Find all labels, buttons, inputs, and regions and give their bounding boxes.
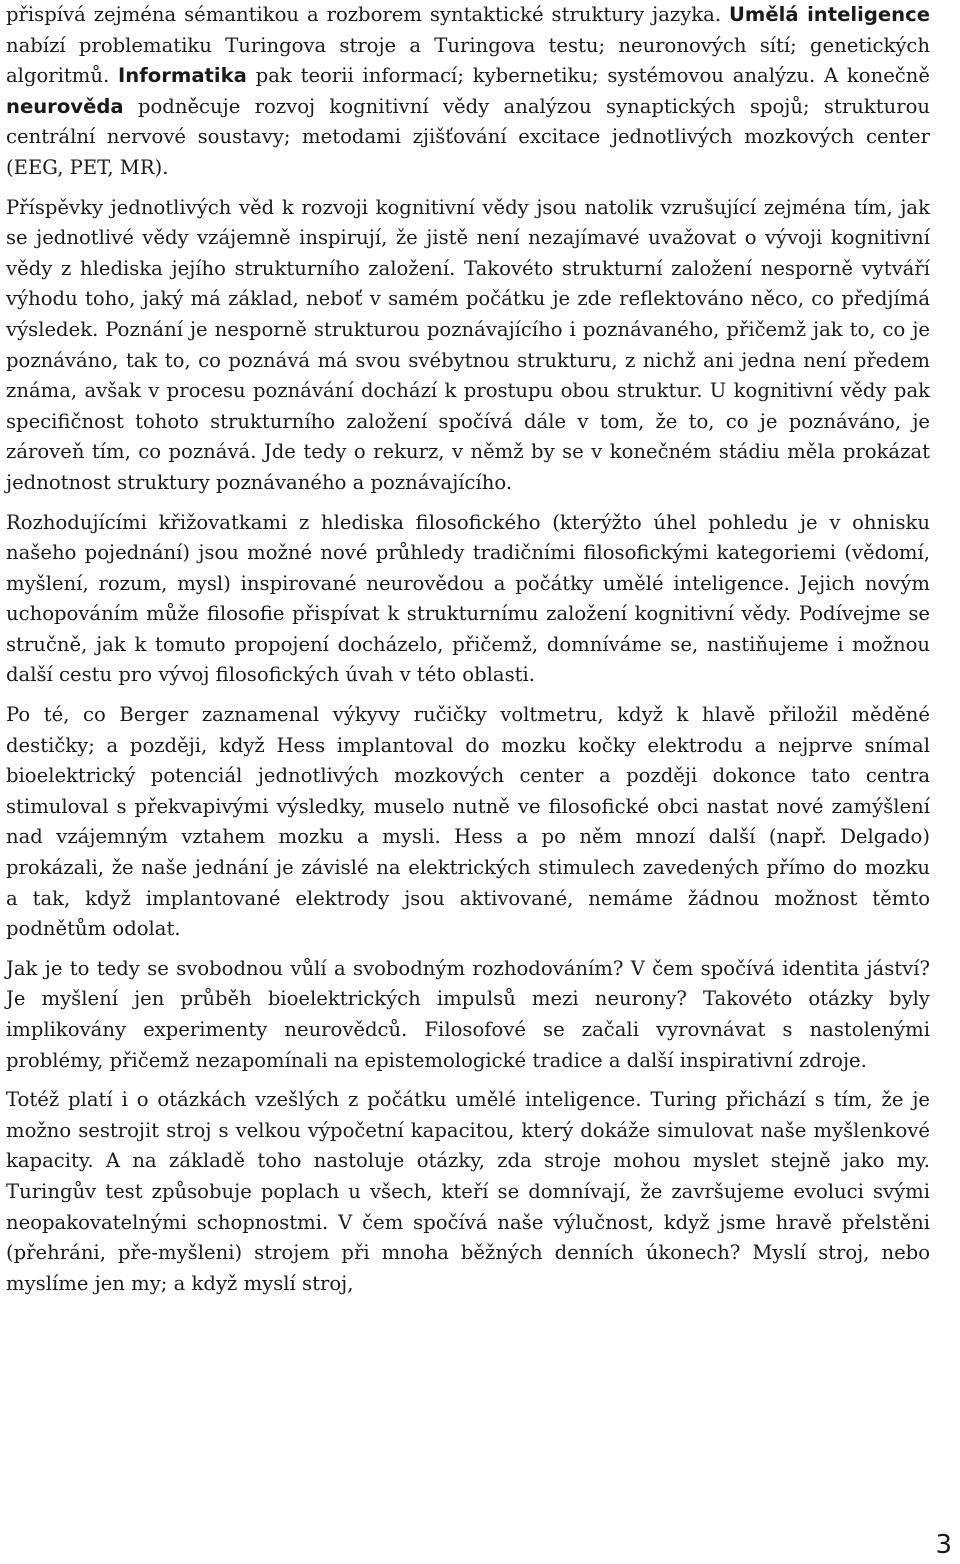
paragraph-4-text: Po té, co Berger zaznamenal výkyvy ručičky voltmetru, když k hlavě přiložil měděné destičky; a později, když Hess implantoval do mozku kočky elektrodu a nejprve snímal bioelektrický potenciál jednotlivých mozkových center a později dokonce tato centra stimuloval s překvapivými výsledky, muselo nutně ve filosofické obci nastat nové zamýšlení nad vzájemným vztahem mozku a mysli. Hess a po něm mnozí další (např. Delgado) prokázali, že naše jednání je závislé na elektrických stimulech zavedených přímo do mozku a tak, když implantované elektrody jsou aktivované, nemáme žádnou možnost těmto podnětům odolat. bbox=[6, 703, 930, 941]
term-informatika: Informatika bbox=[118, 64, 247, 88]
term-neuroveda: neurověda bbox=[6, 94, 124, 118]
paragraph-1-text: podněcuje rozvoj kognitivní vědy analýzou synaptických spojů; strukturou centrální nervové soustavy; metodami zjišťování excitace jednotlivých mozkových center (EEG, PET, MR). bbox=[6, 94, 930, 179]
paragraph-3-text: Rozhodujícími křižovatkami z hlediska filosofického (kterýžto úhel pohledu je v ohnisku našeho pojednání) jsou možné nové průhledy tradičními filosofickými kategoriemi (vědomí, myšlení, rozum, mysl) inspirované neurovědou a počátky umělé inteligence. Jejich novým uchopováním může filosofie přispívat k strukturnímu založení kognitivní vědy. Podívejme se stručně, jak k tomuto propojení docházelo, přičemž, domníváme se, nastiňujeme i možnou další cestu pro vývoj filosofických úvah v této oblasti. bbox=[6, 510, 930, 687]
paragraph-5 bbox=[6, 954, 930, 1076]
paragraph-1 bbox=[6, 0, 930, 184]
paragraph-6-text: Totéž platí i o otázkách vzešlých z počátku umělé inteligence. Turing přichází s tím, že je možno sestrojit stroj s velkou výpočetní kapacitou, který dokáže simulovat naše myšlenkové kapacity. A na základě toho nastoluje otázky, zda stroje mohou myslet stejně jako my. Turingův test způsobuje poplach u všech, kteří se domnívají, že završujeme evoluci svými neopakovatelnými schopnostmi. V čem spočívá naše výlučnost, když jsme hravě přelstěni (přehráni, pře-myšleni) strojem při mnoha běžných denních úkonech? Myslí stroj, nebo myslíme jen my; a když myslí stroj, bbox=[6, 1088, 930, 1295]
paragraph-4 bbox=[6, 700, 930, 945]
page-number: 3 bbox=[935, 1530, 952, 1560]
paragraph-1-text: přispívá zejména sémantikou a rozborem syntaktické struktury jazyka. bbox=[6, 3, 730, 26]
paragraph-2 bbox=[6, 193, 930, 499]
paragraph-1-text: pak teorii informací; kybernetiku; systémovou analýzu. A konečně bbox=[246, 64, 930, 88]
paragraph-5-text: Jak je to tedy se svobodnou vůlí a svobodným rozhodováním? V čem spočívá identita jáství? Je myšlení jen průběh bioelektrických impulsů mezi neurony? Takovéto otázky byly implikovány experimenty neurovědců. Filosofové se začali vyrovnávat s nastolenými problémy, přičemž nezapomínali na epistemologické tradice a další inspirativní zdroje. bbox=[6, 956, 930, 1072]
paragraph-1-text: nabízí problematiku Turingova stroje a Turingova testu; neuronových sítí; genetických algoritmů. bbox=[6, 33, 930, 88]
paragraph-6 bbox=[6, 1085, 930, 1299]
document-page bbox=[6, 0, 930, 1308]
term-umela-inteligence: Umělá inteligence bbox=[729, 3, 931, 26]
paragraph-3 bbox=[6, 508, 930, 692]
paragraph-2-text: Příspěvky jednotlivých věd k rozvoji kognitivní vědy jsou natolik vzrušující zejména tím, jak se jednotlivé vědy vzájemně inspirují, že jistě není nezajímavé uvažovat o vývoji kognitivní vědy z hlediska jejího strukturního založení. Takovéto strukturní založení nesporně vytváří výhodu toho, jaký má základ, neboť v samém počátku je zde reflektováno něco, co předjímá výsledek. Poznání je nesporně strukturou poznávajícího i poznávaného, přičemž jak to, co je poznáváno, tak to, co poznává má svou svébytnou strukturu, z nichž ani jedna není předem známa, avšak v procesu poznávání dochází k prostupu obou struktur. U kognitivní vědy pak specifičnost tohoto strukturního založení spočívá dále v tom, že to, co je poznáváno, je zároveň tím, co poznává. Jde tedy o rekurz, v němž by se v konečném stádiu měla prokázat jednotnost struktury poznávaného a poznávajícího. bbox=[6, 195, 930, 494]
